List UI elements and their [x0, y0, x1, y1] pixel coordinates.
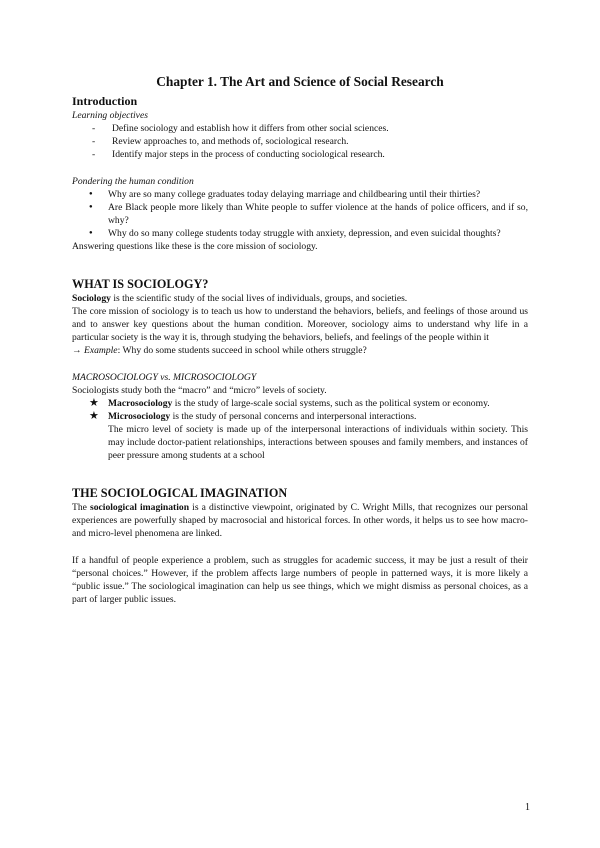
list-item: ● Are Black people more likely than White people to suffer violence at the hands of police officers, and if so, why?	[72, 201, 528, 227]
macrosociology-term: Macrosociology	[108, 398, 173, 409]
intro-heading: Introduction	[72, 94, 138, 108]
arrow-icon: →	[72, 345, 82, 356]
sociological-imagination-term: sociological imagination	[90, 502, 190, 513]
list-item: ● Why do so many college students today struggle with anxiety, depression, and even suicidal thoughts?	[72, 227, 528, 240]
macro-micro-list	[72, 397, 528, 462]
chapter-title: Chapter 1. The Art and Science of Social Research	[156, 74, 444, 89]
microsociology-detail: The micro level of society is made up of the interpersonal interactions of individuals within society. This may include doctor-patient relationships, interactions between spouses and family members, and instances of peer pressure among students at a school	[108, 424, 528, 461]
list-item: - Review approaches to, and methods of, sociological research.	[72, 135, 528, 148]
imagination-text-rest: is a distinctive viewpoint, originated by C. Wright Mills, that recognizes our personal experiences are powerfully shaped by macrosocial and historical forces. In other words, it helps us to see how macro- and micro-level phenomena are linked.	[72, 502, 528, 539]
sociology-term: Sociology	[72, 293, 111, 304]
document-page	[72, 74, 528, 606]
questions-list	[72, 188, 528, 240]
star-icon: ★	[89, 397, 99, 409]
list-item	[72, 410, 528, 462]
what-is-sociology-heading: WHAT IS SOCIOLOGY?	[72, 277, 209, 291]
star-icon: ★	[89, 410, 99, 422]
microsociology-text: is the study of personal concerns and interpersonal interactions.	[170, 411, 417, 422]
macrosociology-text: is the study of large-scale social systems, such as the political system or economy.	[172, 398, 490, 409]
page-number: 1	[525, 802, 530, 813]
learning-objectives-label: Learning objectives	[72, 110, 148, 121]
list-item: - Define sociology and establish how it differs from other social sciences.	[72, 122, 528, 135]
microsociology-term: Microsociology	[108, 411, 171, 422]
macro-micro-intro: Sociologists study both the “macro” and “micro” levels of society.	[72, 385, 327, 396]
list-item	[72, 397, 528, 410]
sociology-definition-text: is the scientific study of the social lives of individuals, groups, and societies.	[110, 293, 408, 304]
example-line	[72, 344, 528, 357]
intro-closing: Answering questions like these is the core mission of sociology.	[72, 241, 318, 252]
list-item: - Identify major steps in the process of conducting sociological research.	[72, 148, 528, 161]
sociological-imagination-heading: THE SOCIOLOGICAL IMAGINATION	[72, 486, 288, 500]
imagination-text-start: The	[72, 502, 91, 513]
list-item: ● Why are so many college graduates today delaying marriage and childbearing until their thirties?	[72, 188, 528, 201]
example-text: : Why do some students succeed in school while others struggle?	[117, 345, 367, 356]
example-label: Example	[84, 345, 118, 356]
pondering-label: Pondering the human condition	[72, 176, 194, 187]
core-mission-paragraph: The core mission of sociology is to teach us how to understand the behaviors, beliefs, and feelings of those around us and to answer key questions about the human condition. Moreover, sociology aims to understand why life in a particular society is the way it is, through studying the behaviors, beliefs, and feelings of the people within it	[72, 306, 528, 343]
imagination-paragraph-1	[72, 501, 528, 540]
macro-micro-heading: MACROSOCIOLOGY vs. MICROSOCIOLOGY	[72, 372, 257, 383]
imagination-paragraph-2: If a handful of people experience a problem, such as struggles for academic success, it may be just a result of their “personal choices.” However, if the problem affects large numbers of people in patterned ways, it is more likely a “public issue.” The sociological imagination can help us see things, which we might dismiss as personal choices, as a part of larger public issues.	[72, 555, 528, 605]
sociology-definition	[72, 292, 528, 305]
objectives-list	[72, 122, 528, 161]
